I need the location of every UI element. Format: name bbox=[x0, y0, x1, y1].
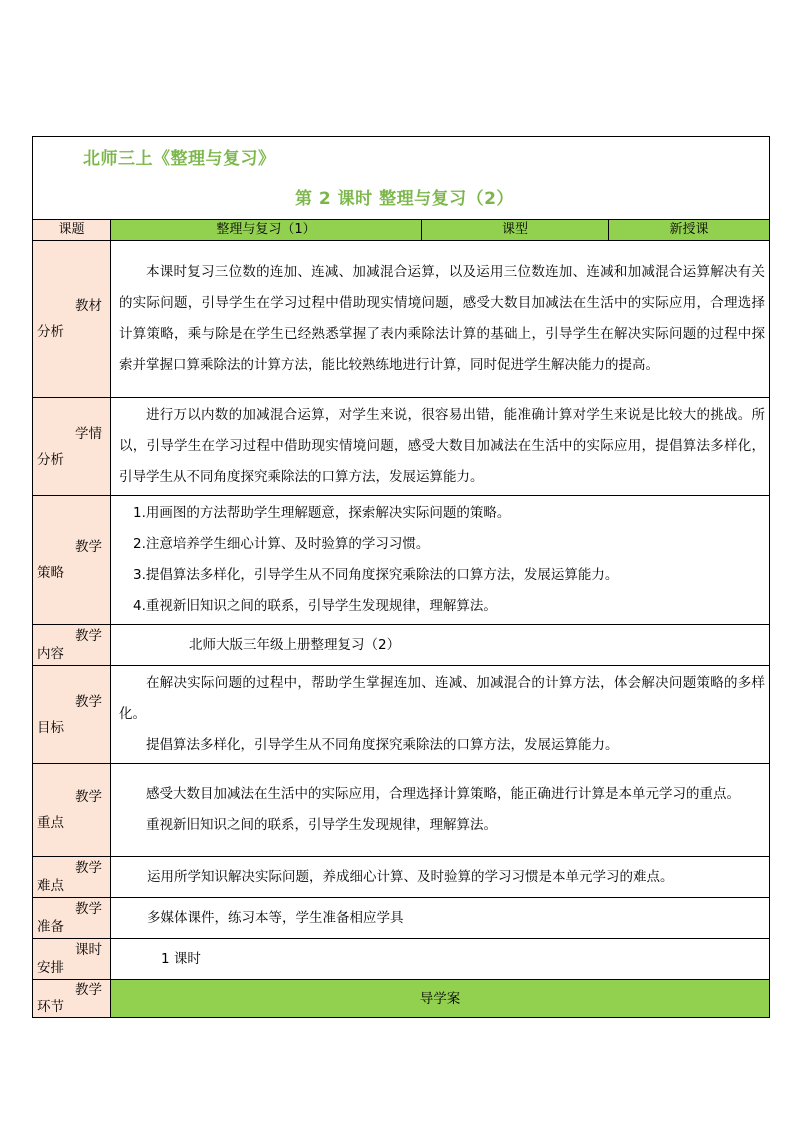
content-label-line2: 内容 bbox=[37, 646, 64, 662]
learner-label-line2: 分析 bbox=[37, 451, 64, 468]
schedule-row bbox=[33, 939, 770, 980]
goals-label-line1: 教学 bbox=[75, 693, 102, 710]
page-title: 北师三上《整理与复习》 bbox=[83, 149, 276, 169]
goals-paragraph-1: 在解决实际问题的过程中，帮助学生掌握连加、连减、加减混合的计算方法，体会解决问题策略的多样化。 bbox=[119, 675, 765, 722]
strategy-cell bbox=[111, 496, 770, 625]
topic-label: 课题 bbox=[33, 220, 111, 241]
learner-cell bbox=[111, 398, 770, 496]
material-cell bbox=[111, 241, 770, 398]
strategy-row bbox=[33, 496, 770, 625]
keypoints-paragraph-1: 感受大数目加减法在生活中的实际应用，合理选择计算策略，能正确进行计算是本单元学习的重点。 bbox=[146, 786, 740, 802]
preparation-text: 多媒体课件，练习本等，学生准备相应学具 bbox=[147, 909, 404, 926]
strategy-label bbox=[33, 496, 111, 625]
content-row bbox=[33, 625, 770, 666]
schedule-label-line1: 课时 bbox=[75, 942, 102, 958]
material-row bbox=[33, 241, 770, 398]
schedule-label bbox=[33, 939, 111, 980]
difficulty-cell bbox=[111, 857, 770, 898]
strategy-item-4: 4.重视新旧知识之间的联系，引导学生发现规律，理解算法。 bbox=[133, 598, 497, 614]
content-cell bbox=[111, 625, 770, 666]
title-cell bbox=[33, 137, 770, 220]
difficulty-label bbox=[33, 857, 111, 898]
title-row bbox=[33, 137, 770, 220]
strategy-item-2: 2.注意培养学生细心计算、及时验算的学习习惯。 bbox=[133, 536, 430, 552]
learner-label-line1: 学情 bbox=[75, 425, 102, 442]
preparation-label-line1: 教学 bbox=[75, 901, 102, 917]
strategy-label-line1: 教学 bbox=[75, 539, 102, 555]
content-label-line1: 教学 bbox=[75, 628, 102, 644]
strategy-item-1: 1.用画图的方法帮助学生理解题意，探索解决实际问题的策略。 bbox=[133, 505, 511, 521]
process-label bbox=[33, 980, 111, 1018]
content-text: 北师大版三年级上册整理复习（2） bbox=[189, 636, 401, 653]
learner-row bbox=[33, 398, 770, 496]
keypoints-cell bbox=[111, 764, 770, 857]
difficulty-label-line2: 难点 bbox=[37, 878, 64, 894]
difficulty-label-line1: 教学 bbox=[75, 860, 102, 876]
process-row bbox=[33, 980, 770, 1018]
strategy-item-3: 3.提倡算法多样化，引导学生从不同角度探究乘除法的口算方法，发展运算能力。 bbox=[133, 567, 619, 583]
strategy-label-line2: 策略 bbox=[37, 565, 64, 581]
material-text: 本课时复习三位数的连加、连减、加减混合运算，以及运用三位数连加、连减和加减混合运算解决有关的实际问题，引导学生在学习过程中借助现实情境问题，感受大数目加减法在生活中的实际应用，合理选择计算策略，乘与除是在学生已经熟悉掌握了表内乘除法计算的基础上，引导学生在解决实际问题的过程中探索并掌握口算乘除法的计算方法，能比较熟练地进行计算，同时促进学生解决能力的提高。 bbox=[119, 264, 765, 373]
learner-label bbox=[33, 398, 111, 496]
goals-row bbox=[33, 666, 770, 764]
material-label bbox=[33, 241, 111, 398]
lesson-subtitle: 第 2 课时 整理与复习（2） bbox=[295, 189, 514, 209]
content-label bbox=[33, 625, 111, 666]
type-value: 新授课 bbox=[609, 220, 770, 241]
process-cell: 导学案 bbox=[111, 980, 770, 1018]
material-label-line2: 分析 bbox=[37, 324, 64, 340]
goals-label-line2: 目标 bbox=[37, 719, 64, 736]
keypoints-paragraph-2: 重视新旧知识之间的联系，引导学生发现规律，理解算法。 bbox=[146, 817, 497, 833]
preparation-label bbox=[33, 898, 111, 939]
topic-row bbox=[33, 220, 770, 241]
schedule-label-line2: 安排 bbox=[37, 960, 64, 976]
process-label-line1: 教学 bbox=[75, 981, 102, 998]
preparation-label-line2: 准备 bbox=[37, 919, 64, 935]
goals-paragraph-2: 提倡算法多样化，引导学生从不同角度探究乘除法的口算方法，发展运算能力。 bbox=[146, 737, 619, 753]
difficulty-text: 运用所学知识解决实际问题，养成细心计算、及时验算的学习习惯是本单元学习的难点。 bbox=[147, 868, 674, 885]
schedule-text: 1 课时 bbox=[161, 950, 201, 967]
goals-label bbox=[33, 666, 111, 764]
topic-value: 整理与复习（1） bbox=[111, 220, 422, 241]
keypoints-label-line1: 教学 bbox=[75, 789, 102, 805]
difficulty-row bbox=[33, 857, 770, 898]
preparation-row bbox=[33, 898, 770, 939]
process-label-line2: 环节 bbox=[37, 998, 64, 1015]
learner-text: 进行万以内数的加减混合运算，对学生来说，很容易出错，能准确计算对学生来说是比较大的挑战。所以，引导学生在学习过程中借助现实情境问题，感受大数目加减法在生活中的实际应用，提倡算法多样化，引导学生从不同角度探究乘除法的口算方法，发展运算能力。 bbox=[119, 407, 765, 485]
goals-cell bbox=[111, 666, 770, 764]
material-label-line1: 教材 bbox=[75, 298, 102, 314]
keypoints-label-line2: 重点 bbox=[37, 815, 64, 831]
schedule-cell bbox=[111, 939, 770, 980]
keypoints-label bbox=[33, 764, 111, 857]
preparation-cell bbox=[111, 898, 770, 939]
type-label: 课型 bbox=[422, 220, 609, 241]
keypoints-row bbox=[33, 764, 770, 857]
lesson-plan-table bbox=[32, 136, 770, 1018]
